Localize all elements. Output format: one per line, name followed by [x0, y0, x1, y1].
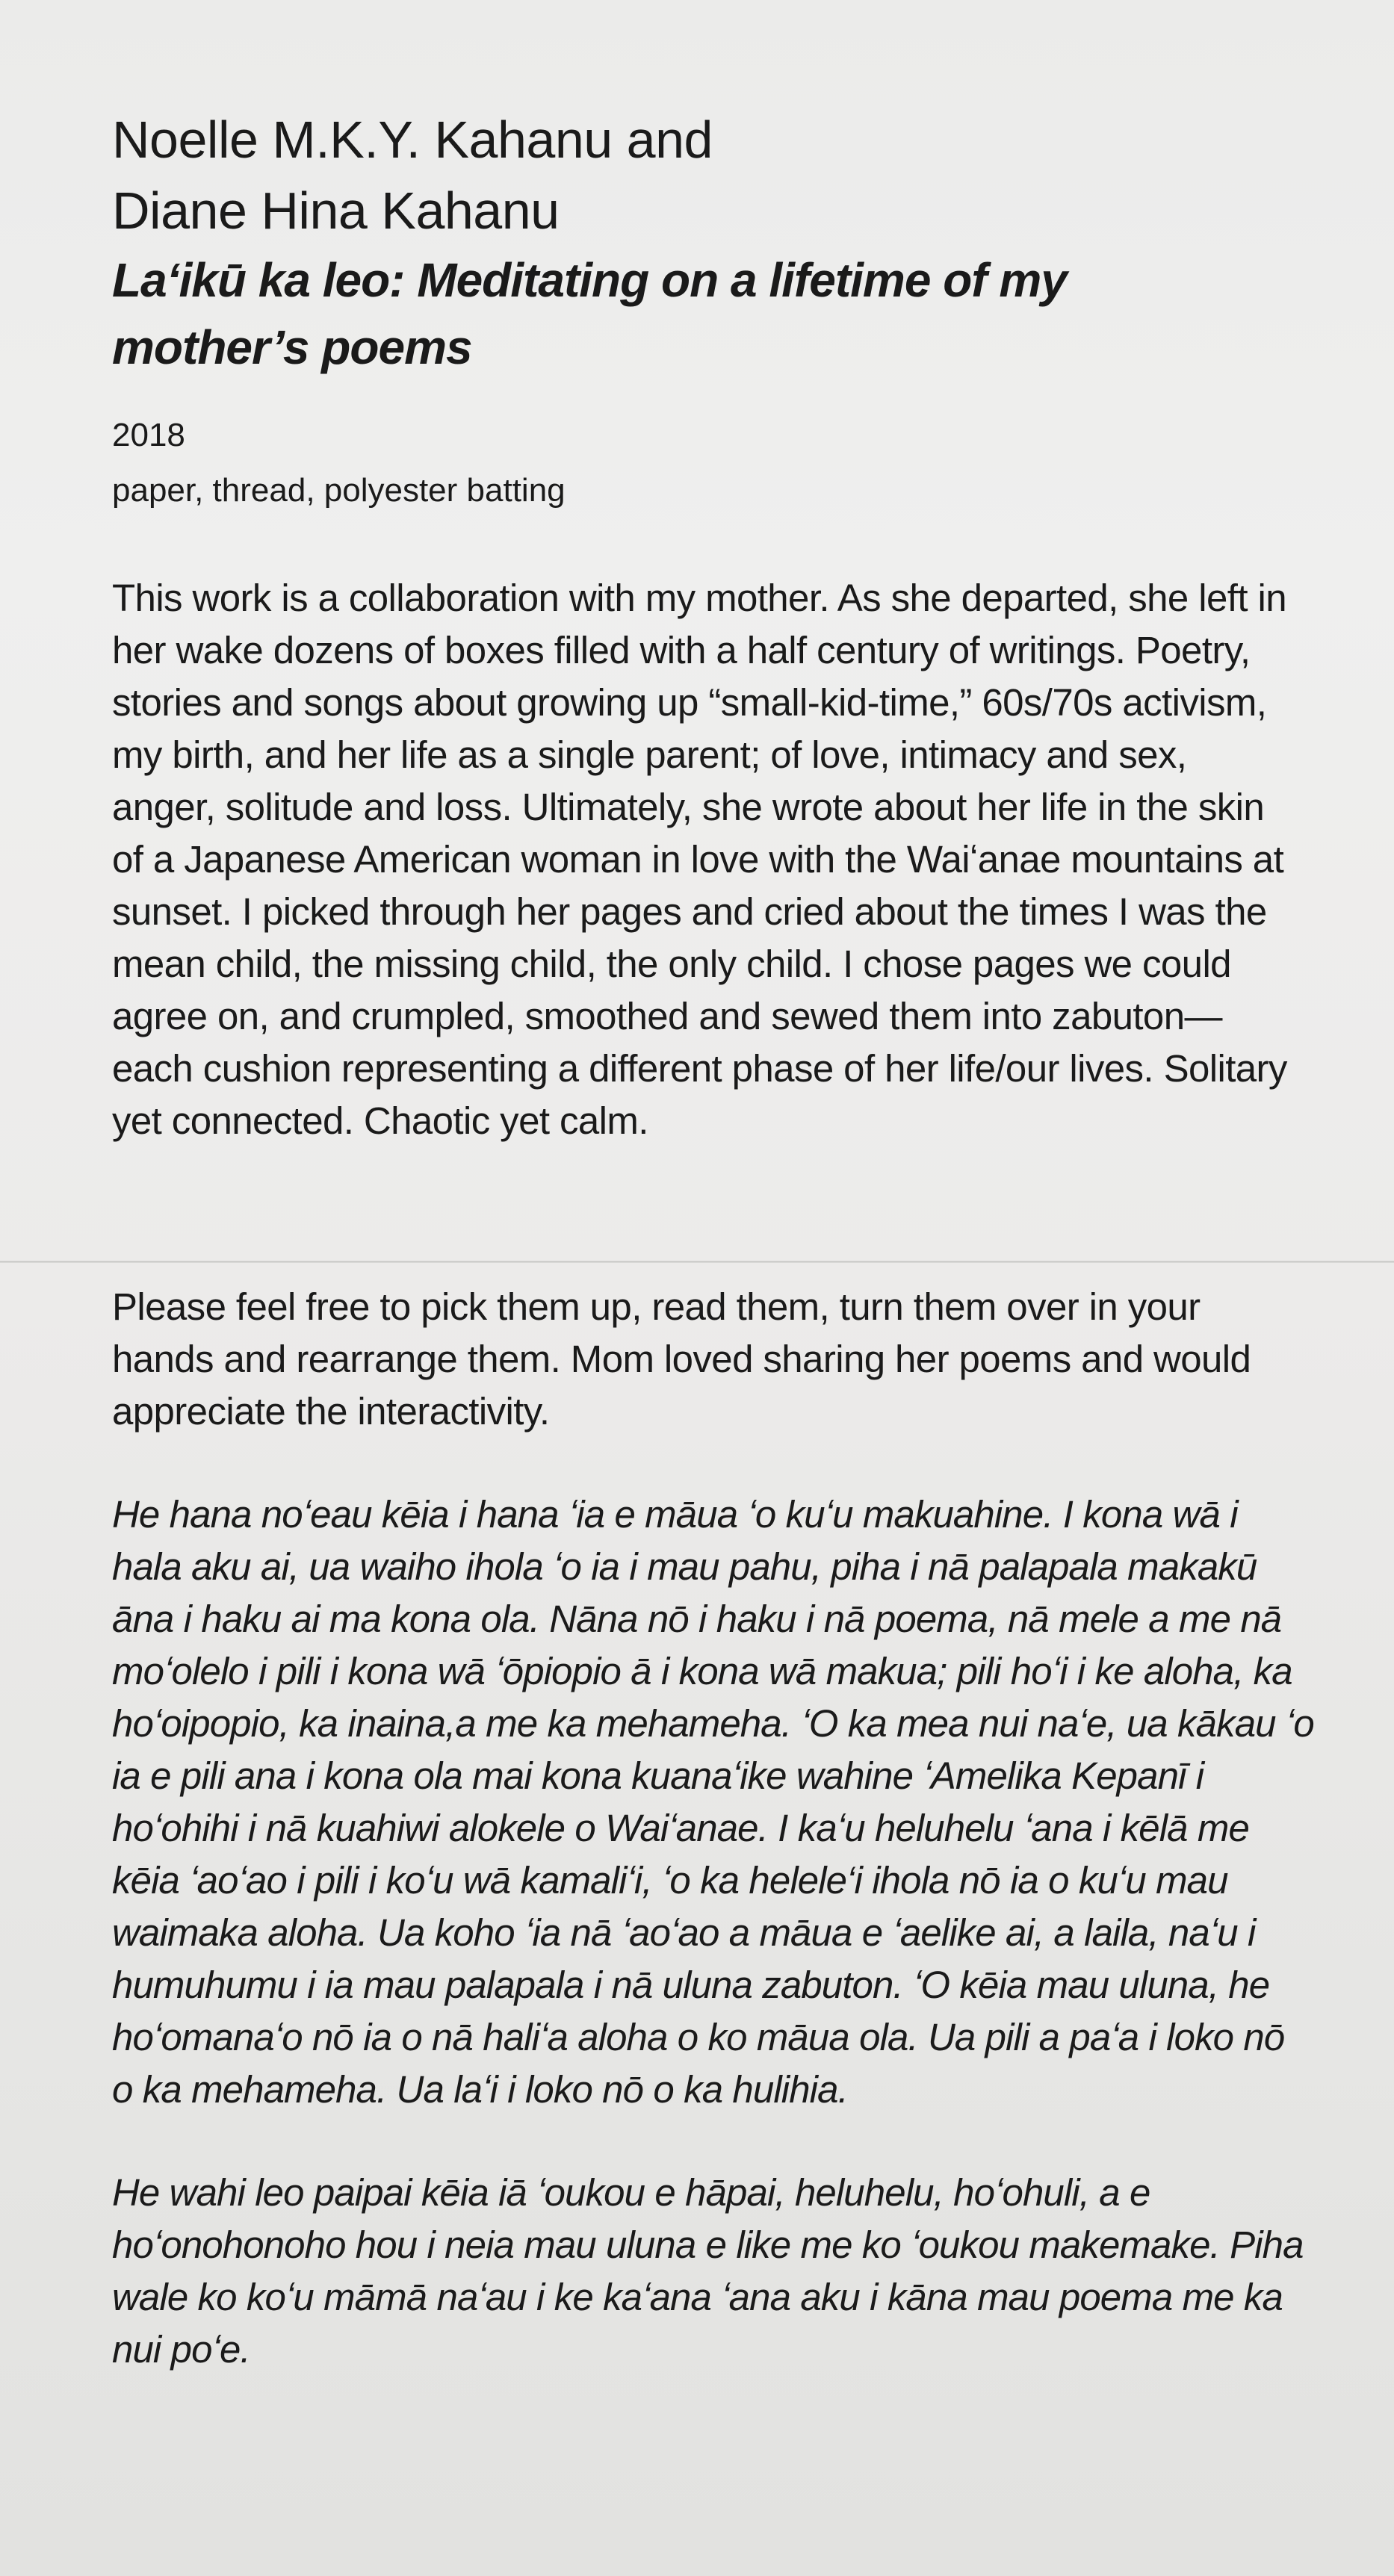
label-bottom-panel: [112, 1281, 1314, 2376]
hawaiian-invitation: He wahi leo paipai kēia iā ʻoukou e hāpai, heluhelu, hoʻohuli, a e hoʻonohonoho hou i neia mau uluna e like me ko ʻoukou makemake. Piha wale ko koʻu māmā naʻau i ke kaʻana ʻana aku i kāna mau poema me ka nui poʻe.: [112, 2171, 1304, 2371]
artwork-medium: paper, thread, polyester batting: [112, 472, 566, 509]
artist-names-line2: Diane Hina Kahanu: [112, 181, 560, 240]
artwork-title: Laʻikū ka leo: Meditating on a lifetime of my mother’s poems: [112, 253, 1067, 374]
artist-statement: This work is a collaboration with my mother. As she departed, she left in her wake dozens of boxes filled with a half century of writings. Poetry, stories and songs about growing up “small-kid-time,” 60s/70s activism, my birth, and her life as a single parent; of love, intimacy and sex, anger, solitude and loss. Ultimately, she wrote about her life in the skin of a Japanese American woman in love with the Waiʻanae mountains at sunset. I picked through her pages and cried about the times I was the mean child, the missing child, the only child. I chose pages we could agree on, and crumpled, smoothed and sewed them into zabuton—each cushion representing a different phase of her life/our lives. Solitary yet connected. Chaotic yet calm.: [112, 577, 1287, 1142]
panel-divider: [0, 1261, 1394, 1263]
artist-names-line1: Noelle M.K.Y. Kahanu and: [112, 111, 713, 169]
hawaiian-statement: He hana noʻeau kēia i hana ʻia e māua ʻo kuʻu makuahine. I kona wā i hala aku ai, ua waiho ihola ʻo ia i mau pahu, piha i nā palapala makakū āna i haku ai ma kona ola. Nāna nō i haku i nā poema, nā mele a me nā moʻolelo i pili i kona wā ʻōpiopio ā i kona wā makua; pili hoʻi i ke aloha, ka hoʻoipopio, ka inaina,a me ka mehameha. ʻO ka mea nui naʻe, ua kākau ʻo ia e pili ana i kona ola mai kona kuanaʻike wahine ʻAmelika Kepanī i hoʻohihi i nā kuahiwi alokele o Waiʻanae. I kaʻu heluhelu ʻana i kēlā me kēia ʻaoʻao i pili i koʻu wā kamaliʻi, ʻo ka helele‘i ihola nō ia o kuʻu mau waimaka aloha. Ua koho ʻia nā ʻaoʻao a māua e ʻaelike ai, a laila, naʻu i humuhumu i ia mau palapala i nā uluna zabuton. ʻO kēia mau uluna, he hoʻomanaʻo nō ia o nā haliʻa aloha o ko māua ola. Ua pili a paʻa i loko nō o ka mehameha. Ua laʻi i loko nō o ka hulihia.: [112, 1493, 1314, 2111]
artwork-year: 2018: [112, 417, 185, 453]
visitor-invitation: Please feel free to pick them up, read them, turn them over in your hands and rearrange them. Mom loved sharing her poems and would appreciate the interactivity.: [112, 1285, 1251, 1433]
label-top-panel: [112, 105, 1307, 1147]
